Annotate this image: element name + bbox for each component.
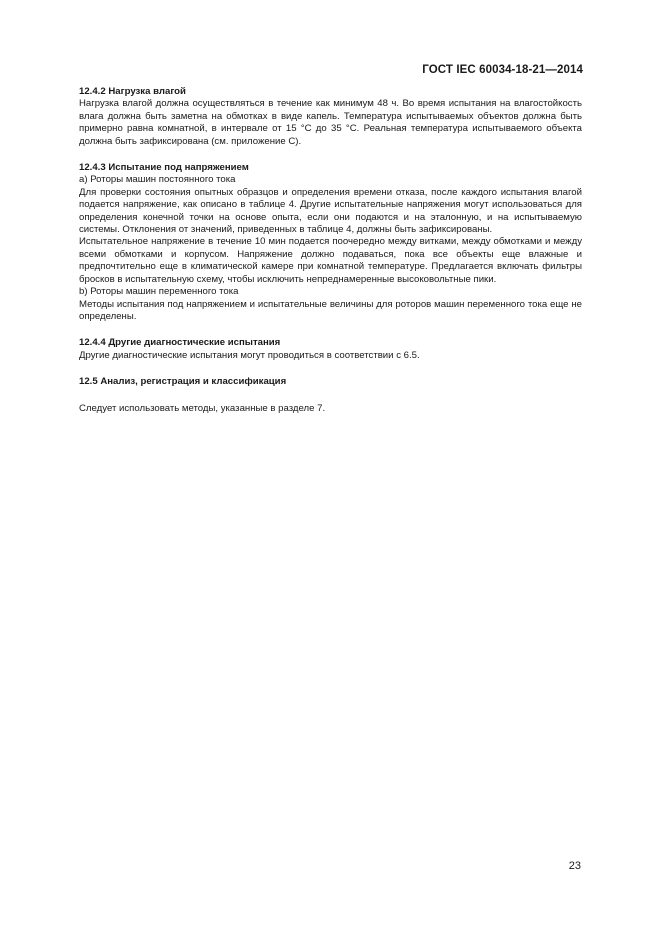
- page-body: [79, 86, 582, 415]
- spacer: [79, 362, 582, 376]
- section-12-4-3-heading: 12.4.3 Испытание под напряжением: [79, 162, 249, 174]
- section-12-4-3-subheading-b: b) Роторы машин переменного тока: [79, 286, 239, 298]
- section-12-5-paragraph: Следует использовать методы, указанные в разделе 7.: [79, 402, 326, 414]
- spacer: [79, 323, 582, 337]
- section-12-4-3-subheading-a: а) Роторы машин постоянного тока: [79, 174, 236, 186]
- section-12-4-3-paragraph-3: Методы испытания под напряжением и испытательные величины для роторов машин переменного тока еще не определены.: [79, 298, 582, 322]
- section-12-4-3-paragraph-1: Для проверки состояния опытных образцов и определения времени отказа, после каждого испытания влагой подается напряжение, как описано в таблице 4. Другие испытательные напряжения могут использоваться для определения конечной точки на основе опыта, если они подаются и на эталонную, и на испытываемую системы. Отклонения от значений, приведенных в таблице 4, должны быть зафиксированы.: [79, 186, 582, 236]
- section-12-4-4-paragraph: Другие диагностические испытания могут проводиться в соответствии с 6.5.: [79, 349, 420, 361]
- section-12-4-3-paragraph-2: Испытательное напряжение в течение 10 мин подается поочередно между витками, между обмотками и между всеми обмотками и корпусом. Напряжение должно подаваться, пока все объекты еще влажные и предпочтительно еще в климатической камере при комнатной температуре. Предлагается включать фильтры бросков в испытательную схему, чтобы исключить непреднамеренные высоковольтные пики.: [79, 236, 582, 285]
- spacer: [79, 389, 582, 403]
- document-header: ГОСТ IEC 60034-18-21—2014: [422, 64, 583, 76]
- spacer: [79, 148, 582, 162]
- section-12-5-heading: 12.5 Анализ, регистрация и классификация: [79, 376, 287, 388]
- section-12-4-4-heading: 12.4.4 Другие диагностические испытания: [79, 337, 281, 349]
- page-number: 23: [568, 860, 581, 872]
- section-12-4-2-paragraph: Нагрузка влагой должна осуществляться в течение как минимум 48 ч. Во время испытания на влагостойкость влага должна быть заметна на обмотках в виде капель. Температура испытываемых объектов должна быть примерно равна комнатной, в интервале от 15 °С до 35 °С. Реальная температура испытываемого объекта должна быть зафиксирована (см. приложение С).: [79, 98, 582, 147]
- section-12-4-2-heading: 12.4.2 Нагрузка влагой: [79, 86, 186, 97]
